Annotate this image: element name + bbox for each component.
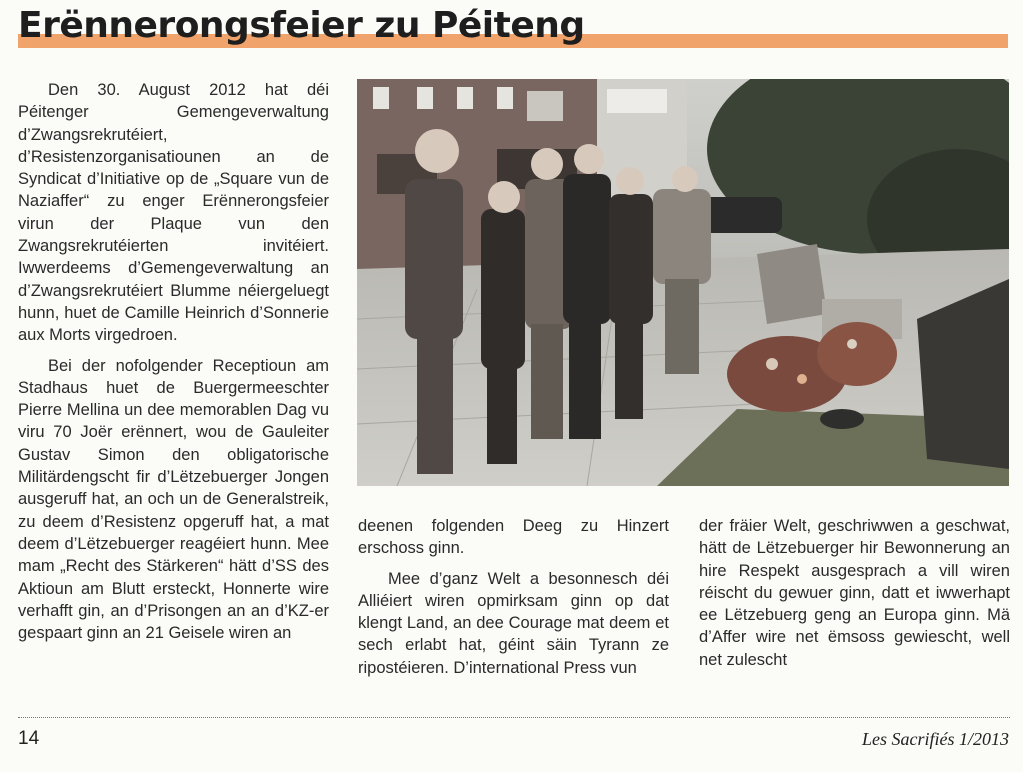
text-column-2 [358, 515, 669, 679]
article-title: Erënnerongsfeier zu Péiteng [18, 5, 585, 46]
commemoration-photo [357, 79, 1009, 486]
text-column-1 [18, 79, 329, 644]
paragraph-5: der fräier Welt, geschriwwen a geschwat, hätt de Lëtzebuerger hir Bewonnerung an hire Respekt ausgesprach a vill wiren réischt du gewuer ginn, datt et iwwerhapt ee Lëtzebuerg geng an Europa ginn. Mä d’Affer wire net ëmsoss gewiescht, well net zulescht [699, 517, 1010, 669]
paragraph-3: deenen folgenden Deeg zu Hinzert erschoss ginn. [358, 517, 669, 558]
paragraph-2: Bei der nofolgender Receptioun am Stadhaus huet de Buergermeeschter Pierre Mellina un dee memorablen Dag vu viru 70 Joër erënnert, wou de Gauleiter Gustav Simon den obligatorische Militärdengscht fir d’Lëtzebuerger Jongen ausgeruff hat, an och un de Generalstreik, zu deem d’Resistenz opgeruff hat, a mat deem d’Lëtzebuerger reagéiert hunn. Mee mam „Recht des Stärkeren“ hätt d’SS des Aktioun am Blutt ersteckt, Honnerte wire verhafft gin, an d’Prisongen an an d’KZ-er gespaart ginn an 21 Geisele wiren an [18, 356, 329, 643]
footer-divider [18, 717, 1010, 718]
text-column-3 [699, 515, 1010, 671]
paragraph-4: Mee d’ganz Welt a besonnesch déi Alliéiert wiren opmirksam ginn op dat klengt Land, an dee Courage mat deem et sech erlabt hat, géint säin Tyrann ze ripostéieren. D’international Press vun [358, 569, 669, 677]
journal-name: Les Sacrifiés 1/2013 [862, 729, 1009, 749]
page-number: 14 [18, 728, 40, 749]
paragraph-1: Den 30. August 2012 hat déi Péitenger Gemengeverwaltung d’Zwangsrekrutéiert, d’Resistenzorganisatiounen an de Syndicat d’Initiative op de „Square vun de Naziaffer“ zu enger Erënnerongsfeier virun der Plaque vun den Zwangsrekrutéierten invitéiert. Iwwerdeems d’Gemengeverwaltung an d’Zwangsrekrutéiert Blumme néiergeluegt hunn, huet de Camille Heinrich d’Sonnerie aux Morts virgedroen. [18, 81, 329, 345]
